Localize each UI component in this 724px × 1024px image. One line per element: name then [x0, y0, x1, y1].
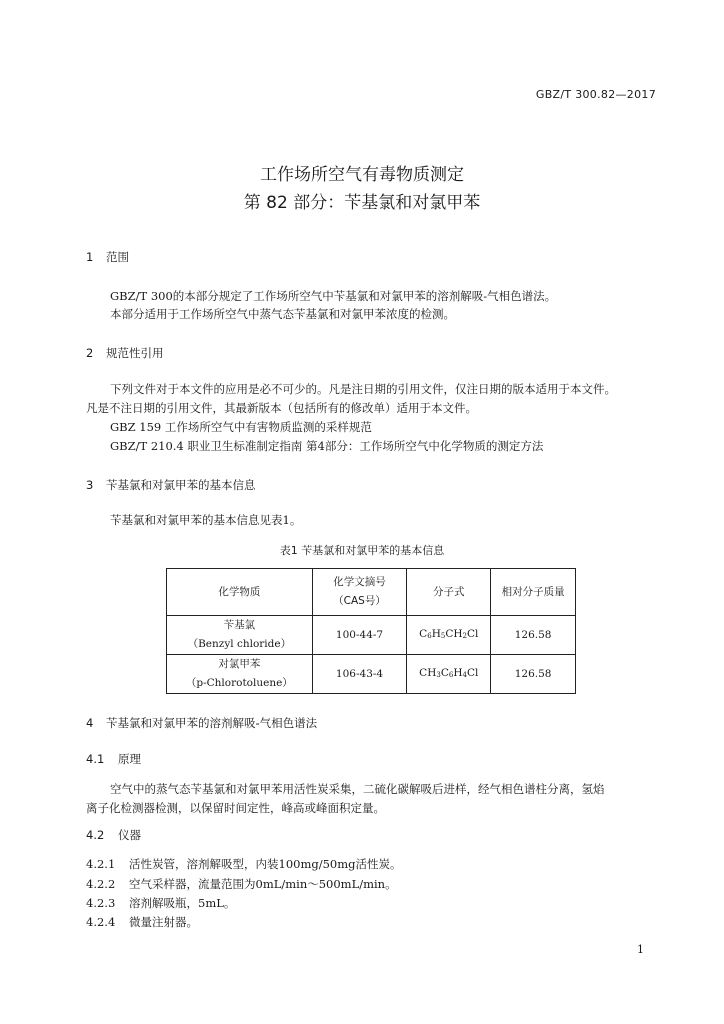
item-text: 溶剂解吸瓶，5mL。	[129, 896, 236, 910]
formula-subscript: 4	[462, 670, 467, 679]
subsection-number: 4.2	[86, 828, 105, 842]
standard-number: GBZ/T 300.82—2017	[535, 88, 656, 101]
formula-part: CH	[445, 627, 463, 640]
paragraph: 离子化检测器检测，以保留时间定性，峰高或峰面积定量。	[86, 801, 385, 815]
header-substance: 化学物质	[167, 569, 313, 616]
cell-cas: 106-43-4	[312, 655, 407, 694]
substance-name-en: （p-Chlorotoluene）	[185, 677, 293, 689]
section-title: 苄基氯和对氯甲苯的基本信息	[106, 478, 256, 492]
formula-part: Cl	[467, 627, 479, 640]
formula-subscript: 6	[448, 670, 454, 679]
header-cas	[312, 569, 407, 616]
subsection-title: 原理	[118, 752, 141, 766]
paragraph: GBZ/T 300的本部分规定了工作场所空气中苄基氯和对氯甲苯的溶剂解吸-气相色谱法。	[110, 289, 557, 303]
table-header-row	[167, 569, 576, 616]
list-item	[86, 856, 402, 872]
item-number: 4.2.1	[86, 857, 116, 871]
formula-part: C	[440, 666, 449, 679]
cell-substance	[167, 655, 313, 694]
reference-item: GBZ 159 工作场所空气中有害物质监测的采样规范	[110, 420, 372, 434]
formula-part: C	[419, 627, 428, 640]
formula-subscript: 2	[462, 631, 467, 640]
table-row	[167, 655, 576, 694]
formula-subscript: 3	[436, 670, 441, 679]
section-4-heading	[86, 715, 317, 731]
paragraph: 苄基氯和对氯甲苯的基本信息见表1。	[110, 513, 302, 527]
document-subtitle: 第 82 部分：苄基氯和对氯甲苯	[243, 193, 481, 213]
section-title: 范围	[106, 250, 129, 264]
cell-mass: 126.58	[491, 655, 576, 694]
table-row	[167, 616, 576, 655]
header-cas-line2: （CAS号）	[333, 595, 386, 607]
subsection-4-1-heading	[86, 751, 141, 767]
section-number: 4	[86, 716, 94, 730]
formula-part: H	[431, 627, 441, 640]
section-number: 1	[86, 250, 94, 264]
formula-subscript: 6	[427, 631, 432, 640]
formula-part: Cl	[467, 666, 479, 679]
list-item	[86, 914, 198, 930]
list-item	[86, 876, 397, 892]
table-caption: 表1 苄基氯和对氯甲苯的基本信息	[279, 544, 445, 557]
subsection-title: 仪器	[118, 828, 141, 842]
substance-name-cn: 苄基氯	[223, 619, 256, 631]
item-text: 空气采样器，流量范围为0mL/min～500mL/min。	[129, 877, 397, 891]
basic-info-table	[166, 568, 576, 694]
document-title: 工作场所空气有毒物质测定	[260, 165, 464, 185]
paragraph: 下列文件对于本文件的应用是必不可少的。凡是注日期的引用文件，仅注日期的版本适用于本文件。	[110, 382, 616, 396]
subsection-4-2-heading	[86, 827, 141, 843]
paragraph: 本部分适用于工作场所空气中蒸气态苄基氯和对氯甲苯浓度的检测。	[110, 307, 455, 321]
section-2-heading	[86, 345, 164, 361]
header-formula: 分子式	[407, 569, 491, 616]
section-number: 2	[86, 346, 94, 360]
list-item	[86, 895, 235, 911]
formula-part: H	[453, 666, 463, 679]
formula-subscript: 5	[440, 631, 446, 640]
header-cas-line1: 化学文摘号	[333, 576, 386, 588]
formula-part: CH	[419, 666, 437, 679]
reference-item: GBZ/T 210.4 职业卫生标准制定指南 第4部分：工作场所空气中化学物质的测定方法	[110, 439, 544, 453]
cell-cas: 100-44-7	[312, 616, 407, 655]
section-title: 苄基氯和对氯甲苯的溶剂解吸-气相色谱法	[106, 716, 318, 730]
item-number: 4.2.3	[86, 896, 116, 910]
cell-formula	[407, 655, 491, 694]
page-number: 1	[637, 943, 644, 956]
paragraph: 空气中的蒸气态苄基氯和对氯甲苯用活性炭采集，二硫化碳解吸后进样，经气相色谱柱分离，氢焰	[110, 782, 605, 796]
item-text: 活性炭管，溶剂解吸型，内装100mg/50mg活性炭。	[129, 857, 402, 871]
header-mass: 相对分子质量	[491, 569, 576, 616]
substance-name-en: （Benzyl chloride）	[187, 638, 292, 650]
subsection-number: 4.1	[86, 752, 105, 766]
item-text: 微量注射器。	[129, 915, 198, 929]
item-number: 4.2.2	[86, 877, 116, 891]
cell-formula	[407, 616, 491, 655]
section-number: 3	[86, 478, 94, 492]
section-title: 规范性引用	[106, 346, 164, 360]
cell-substance	[167, 616, 313, 655]
paragraph: 凡是不注日期的引用文件，其最新版本（包括所有的修改单）适用于本文件。	[86, 401, 477, 415]
section-1-heading	[86, 249, 129, 265]
section-3-heading	[86, 477, 256, 493]
substance-name-cn: 对氯甲苯	[218, 658, 261, 670]
cell-mass: 126.58	[491, 616, 576, 655]
item-number: 4.2.4	[86, 915, 116, 929]
